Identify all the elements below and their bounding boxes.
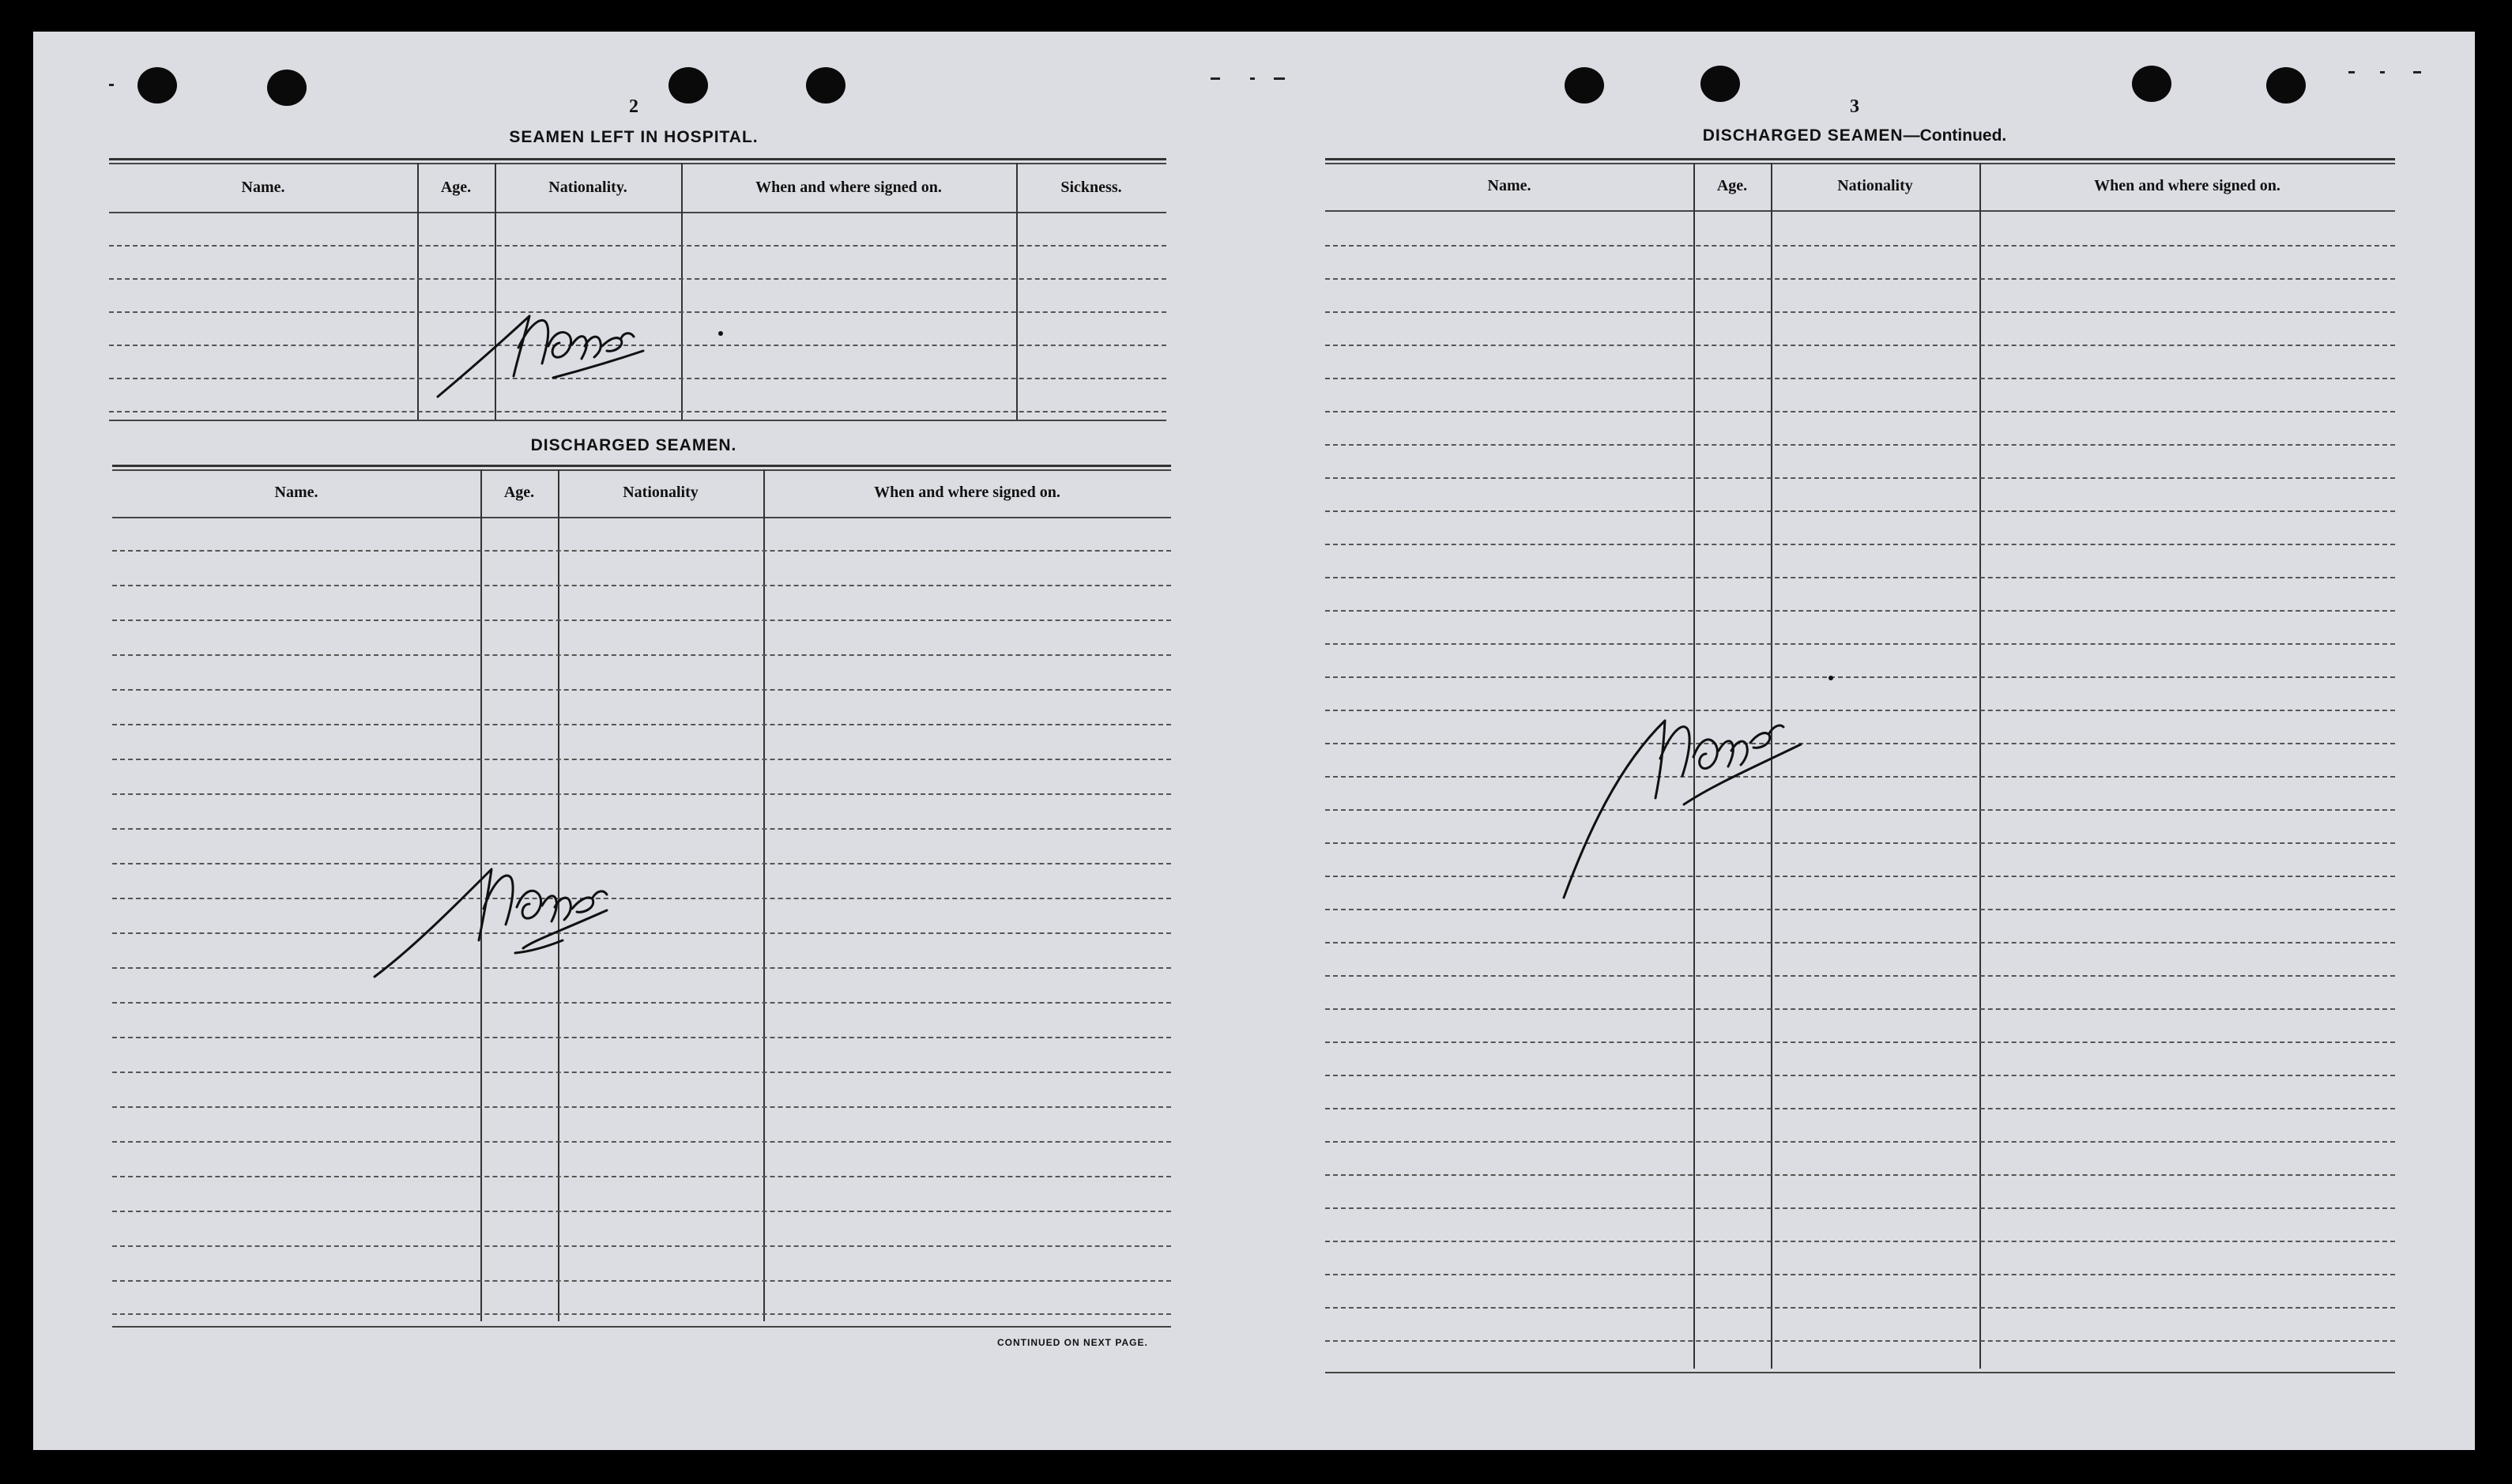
table-row bbox=[1325, 378, 2395, 379]
handwritten-none-discharged bbox=[373, 822, 705, 980]
table-row bbox=[1325, 245, 2395, 247]
table-row bbox=[109, 411, 1166, 412]
table-rule bbox=[112, 517, 1171, 518]
table-rule bbox=[112, 469, 1171, 471]
table-rule bbox=[1325, 158, 2395, 160]
column-header-nationality: Nationality bbox=[1837, 177, 1913, 194]
table-row bbox=[112, 1211, 1171, 1212]
table-row bbox=[112, 550, 1171, 552]
left-page bbox=[33, 32, 1254, 1450]
table-row bbox=[1325, 975, 2395, 977]
table-row bbox=[1325, 577, 2395, 578]
table-row bbox=[112, 1176, 1171, 1177]
table-row bbox=[1325, 411, 2395, 412]
table-row bbox=[112, 620, 1171, 621]
table-row bbox=[112, 654, 1171, 656]
table-row bbox=[1325, 510, 2395, 512]
table-row bbox=[112, 1037, 1171, 1038]
column-header-name: Name. bbox=[274, 484, 318, 501]
table-rule bbox=[112, 1326, 1171, 1328]
table-rule bbox=[1325, 210, 2395, 212]
table-rule bbox=[109, 163, 1166, 164]
table-row bbox=[1325, 278, 2395, 280]
column-header-age: Age. bbox=[1716, 177, 1748, 194]
section-title-discharged: DISCHARGED SEAMEN. bbox=[530, 436, 737, 454]
table-row bbox=[112, 759, 1171, 760]
table-row bbox=[1325, 643, 2395, 645]
right-page bbox=[1254, 32, 2475, 1450]
table-rule bbox=[112, 465, 1171, 467]
table-row bbox=[1325, 1108, 2395, 1109]
document-scan bbox=[33, 32, 2475, 1450]
section-title-suffix: —Continued. bbox=[1903, 126, 2007, 145]
table-row bbox=[1325, 477, 2395, 479]
section-title-text: DISCHARGED SEAMEN bbox=[1702, 126, 1904, 145]
column-header-age: Age. bbox=[503, 484, 535, 501]
table-row bbox=[1325, 1274, 2395, 1275]
table-row bbox=[109, 245, 1166, 247]
table-row bbox=[112, 1072, 1171, 1073]
table-row bbox=[1325, 444, 2395, 446]
column-header-nationality: Nationality bbox=[623, 484, 699, 501]
table-row bbox=[112, 724, 1171, 725]
table-row bbox=[1325, 1207, 2395, 1209]
table-row bbox=[1325, 1075, 2395, 1076]
table-row bbox=[1325, 544, 2395, 545]
table-rule bbox=[109, 420, 1166, 421]
column-header-name: Name. bbox=[1487, 177, 1531, 194]
table-rule bbox=[109, 158, 1166, 160]
table-row bbox=[112, 585, 1171, 586]
column-divider bbox=[1979, 163, 1981, 1369]
section-title-discharged-continued bbox=[1570, 126, 2139, 145]
column-header-age: Age. bbox=[440, 179, 472, 196]
table-row bbox=[112, 1141, 1171, 1143]
column-header-name: Name. bbox=[241, 179, 285, 196]
table-row bbox=[1325, 1041, 2395, 1043]
column-header-signed-on: When and where signed on. bbox=[874, 484, 1060, 501]
table-row bbox=[112, 1002, 1171, 1004]
table-row bbox=[112, 1106, 1171, 1108]
table-row bbox=[1325, 909, 2395, 910]
table-row bbox=[112, 1245, 1171, 1247]
table-row bbox=[1325, 1340, 2395, 1342]
table-row bbox=[1325, 345, 2395, 346]
page-number: 2 bbox=[629, 96, 638, 117]
table-row bbox=[1325, 1307, 2395, 1309]
table-row bbox=[1325, 1174, 2395, 1176]
column-header-signed-on: When and where signed on. bbox=[2094, 177, 2280, 194]
column-header-nationality: Nationality. bbox=[548, 179, 627, 196]
table-row bbox=[112, 1280, 1171, 1282]
column-divider bbox=[1016, 163, 1018, 420]
table-rule bbox=[109, 212, 1166, 213]
table-row bbox=[112, 1313, 1171, 1315]
table-row bbox=[112, 689, 1171, 691]
handwritten-none-hospital bbox=[436, 269, 736, 403]
column-divider bbox=[417, 163, 419, 420]
continued-note: CONTINUED ON NEXT PAGE. bbox=[997, 1337, 1148, 1348]
handwritten-none-continued bbox=[1562, 648, 1878, 901]
column-header-signed-on: When and where signed on. bbox=[755, 179, 942, 196]
table-row bbox=[112, 793, 1171, 795]
column-header-sickness: Sickness. bbox=[1060, 179, 1122, 196]
table-row bbox=[1325, 942, 2395, 944]
section-title-hospital: SEAMEN LEFT IN HOSPITAL. bbox=[509, 128, 759, 146]
page-number: 3 bbox=[1850, 96, 1859, 117]
column-divider bbox=[763, 469, 765, 1321]
table-row bbox=[1325, 1008, 2395, 1010]
table-row bbox=[1325, 610, 2395, 612]
table-row bbox=[1325, 311, 2395, 313]
table-row bbox=[1325, 1141, 2395, 1143]
table-rule bbox=[1325, 1372, 2395, 1373]
table-row bbox=[1325, 1241, 2395, 1242]
table-rule bbox=[1325, 163, 2395, 164]
